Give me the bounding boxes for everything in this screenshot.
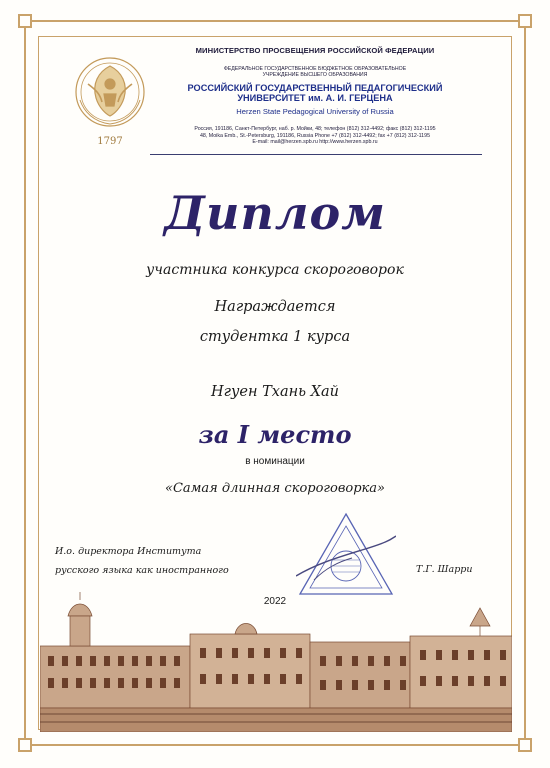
university-address xyxy=(150,126,480,146)
signatory-name: Т.Г. Шарри xyxy=(416,564,473,575)
nomination-prefix: в номинации xyxy=(245,456,305,467)
awarded-label: Награждается xyxy=(214,299,336,315)
frame-corner xyxy=(518,738,532,752)
frame-corner xyxy=(18,14,32,28)
saint-petersburg-skyline xyxy=(40,586,512,732)
university-name-line1: РОССИЙСКИЙ ГОСУДАРСТВЕННЫЙ ПЕДАГОГИЧЕСКИЙ xyxy=(187,83,443,93)
ministry-name: МИНИСТЕРСТВО ПРОСВЕЩЕНИЯ РОССИЙСКОЙ ФЕДЕРАЦИИ xyxy=(195,46,435,55)
nomination-name: «Самая длинная скороговорка» xyxy=(164,481,386,496)
official-stamp xyxy=(296,510,396,598)
diploma-subtitle: участника конкурса скороговорок xyxy=(146,262,404,278)
university-name-en: Herzen State Pedagogical University of Russia xyxy=(236,107,394,116)
address-en: 48, Moika Emb., St.-Petersburg, 191186, Russia Phone +7 (812) 312-4492; fax +7 (812) 312-1195 xyxy=(199,132,431,139)
university-name-line2: УНИВЕРСИТЕТ им. А. И. ГЕРЦЕНА xyxy=(237,93,393,104)
place: за I место xyxy=(198,420,352,449)
contacts: E-mail: mail@herzen.spb.ru http://www.herzen.spb.ru xyxy=(252,139,378,146)
logo-year: 1797 xyxy=(97,136,123,147)
institution-type xyxy=(150,66,480,79)
signatory-position-line1: И.о. директора Института xyxy=(55,546,202,557)
frame-corner xyxy=(18,738,32,752)
header-divider xyxy=(150,154,482,155)
university-logo xyxy=(68,54,152,146)
university-name xyxy=(150,83,480,104)
address-ru: Россия, 191186, Санкт-Петербург, наб. р. Мойки, 48; телефон (812) 312-4492; факс (812) 312-1195 xyxy=(194,126,436,132)
diploma-title: Диплом xyxy=(164,186,386,240)
recipient-name: Нгуен Тхань Хай xyxy=(211,384,339,400)
institution-type-line1: ФЕДЕРАЛЬНОЕ ГОСУДАРСТВЕННОЕ БЮДЖЕТНОЕ ОБРАЗОВАТЕЛЬНОЕ xyxy=(223,66,407,72)
signatory-position-line2: русского языка как иностранного xyxy=(55,565,229,576)
diploma-year: 2022 xyxy=(263,596,287,607)
recipient-role: студентка 1 курса xyxy=(199,329,351,345)
institution-type-line2: УЧРЕЖДЕНИЕ ВЫСШЕГО ОБРАЗОВАНИЯ xyxy=(262,72,368,79)
frame-corner xyxy=(518,14,532,28)
